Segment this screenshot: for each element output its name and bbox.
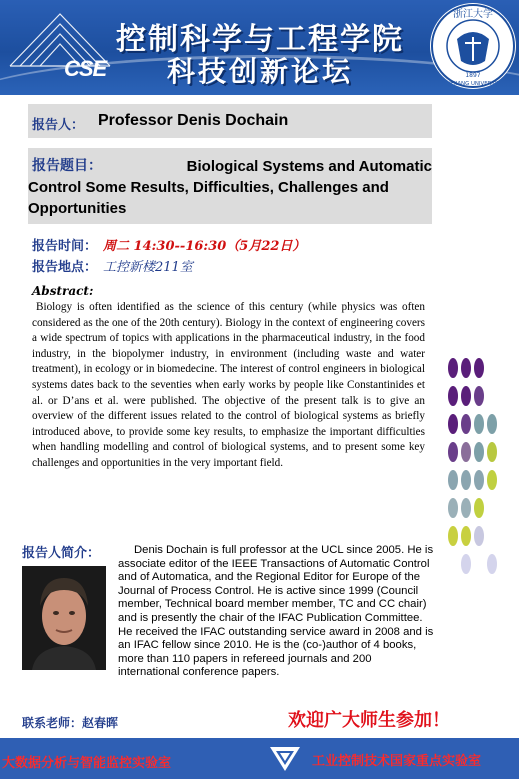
contact-person: 联系老师：赵春晖 xyxy=(22,716,119,730)
time-value: 周二 14:30--16:30（5月22日） xyxy=(103,239,306,254)
footer-bar xyxy=(0,738,519,779)
topic-line-1 xyxy=(28,156,432,177)
topic-label: 报告题目： xyxy=(32,158,102,174)
bio-text xyxy=(118,544,435,680)
topic-title-part1: Biological Systems and Automatic xyxy=(186,158,432,175)
welcome-message: 欢迎广大师生参加！ xyxy=(288,710,450,731)
svg-text:浙江大学: 浙江大学 xyxy=(453,9,493,20)
svg-text:ZHEJIANG UNIVERSITY: ZHEJIANG UNIVERSITY xyxy=(443,81,503,87)
banner-title-line2: 科技创新论坛 xyxy=(166,55,353,88)
topic-title-part3: Opportunities xyxy=(28,200,127,217)
speaker-label: 报告人： xyxy=(32,118,85,133)
topic-title-part2: Control Some Results, Difficulties, Challenges and xyxy=(28,179,389,196)
speaker-name: Professor Denis Dochain xyxy=(98,112,289,129)
topic-box xyxy=(28,148,432,224)
time-label: 报告时间： xyxy=(32,239,98,254)
lab-logo-icon xyxy=(268,743,302,773)
cse-logo-text: CSE xyxy=(64,56,107,81)
speaker-photo xyxy=(22,566,106,670)
svg-text:1897: 1897 xyxy=(465,72,481,79)
bio-label: 报告人简介： xyxy=(22,546,101,561)
speaker-box xyxy=(28,104,432,138)
header-banner xyxy=(0,0,519,95)
footer-right-lab: 工业控制技术国家重点实验室 xyxy=(312,754,482,769)
footer-left-lab: 大数据分析与智能监控实验室 xyxy=(2,756,172,771)
abstract-heading: Abstract: xyxy=(32,284,94,298)
abstract-text: Biology is often identified as the science of this century (while physics was often considered as the one of the 20th century). Biology in the context of engineering covers a wide spectrum of topics with applications in the pharmaceutical industry, in the food industry, in the biopolymer industry, in environment (including waste and water treatment), in ecology or in biomedecine. The interest of control engineers in biological systems dates back to the seventies when early works by people like Constantinides et al. or D’ans et al. were published. The objective of the present talk is to give an overview of the different issues related to the control of biological systems as briefly introduced above, to provide some key results, to emphasize the important difficulties when handling modelling and control of biological systems, and to present some key challenges and opportunities in the very important field. xyxy=(32,301,425,469)
bio-paragraph: Denis Dochain is full professor at the UCL since 2005. He is associate editor of the IEEE Transactions of Automatic Control and of Automatica, and the Regional Editor for Europe of the Journal of Process Control. He is active since 1999 (Council member, Technical board member member, TC and CC chair) and is presently the chair of the IFAC Publication Committee. He received the IFAC outstanding service award in 2008 and is an IFAC fellow since 2010. He is the (co-)author of 4 books, more than 110 papers in refereed journals and 200 international conference papers. xyxy=(118,544,434,679)
place-value: 工控新楼211室 xyxy=(103,260,193,275)
place-row xyxy=(32,256,193,275)
place-label: 报告地点： xyxy=(32,260,98,275)
zju-seal-logo xyxy=(430,3,516,89)
time-row xyxy=(32,235,305,254)
banner-title-line1: 控制科学与工程学院 xyxy=(116,22,404,57)
